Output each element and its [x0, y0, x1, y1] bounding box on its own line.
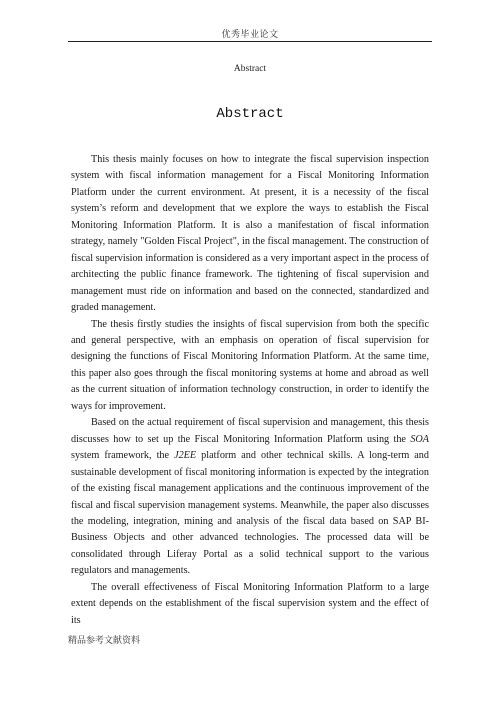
- body-paragraph: [71, 580, 429, 629]
- body-paragraph: [71, 152, 429, 317]
- italic-term: J2EE: [174, 450, 197, 462]
- abstract-body: [71, 152, 429, 629]
- body-paragraph: [71, 317, 429, 416]
- paragraph-text: This thesis mainly focuses on how to integrate the fiscal supervision inspection system with fiscal information management for a Fiscal Monitoring Information Platform under the current environment. At present, it is a necessity of the fiscal system’s reform and development that we explore the ways to establish the Fiscal Monitoring Information Platform. It is also a manifestation of fiscal information strategy, namely "Golden Fiscal Project", in the fiscal management. The construction of fiscal supervision information is considered as a very important aspect in the process of architecting the public finance framework. The tightening of fiscal supervision and management must ride on information and based on the connected, standardized and graded management.: [71, 154, 429, 314]
- page-title: Abstract: [216, 106, 284, 122]
- paragraph-text: system framework, the: [71, 450, 175, 462]
- page-header: 优秀毕业论文: [221, 30, 279, 40]
- body-paragraph: [71, 415, 429, 580]
- running-title: Abstract: [233, 64, 267, 74]
- page-footer: 精品参考文献资料: [68, 636, 141, 646]
- paragraph-text: platform and other technical skills. A long-term and sustainable development of fiscal monitoring information is expected by the integration of the existing fiscal management applications and the continuous improvement of the fiscal and fiscal supervision management systems. Meanwhile, the paper also discusses the modeling, integration, mining and analysis of the fiscal data based on SAP BI-Business Objects and other advanced technologies. The processed data will be consolidated through Liferay Portal as a solid technical support to the various regulators and managements.: [71, 450, 429, 577]
- paragraph-text: The thesis firstly studies the insights of fiscal supervision from both the specific and general perspective, with an emphasis on operation of fiscal supervision for designing the functions of Fiscal Monitoring Information Platform. At the same time, this paper also goes through the fiscal monitoring systems at home and abroad as well as the current situation of information technology construction, in order to identify the ways for improvement.: [71, 318, 429, 412]
- paragraph-text: The overall effectiveness of Fiscal Monitoring Information Platform to a large extent depends on the establishment of the fiscal supervision system and the effect of its: [71, 581, 429, 626]
- italic-term: SOA: [410, 433, 429, 445]
- header-divider: [68, 41, 432, 42]
- paragraph-text: Based on the actual requirement of fiscal supervision and management, this thesis discusses how to set up the Fiscal Monitoring Information Platform using the: [71, 417, 429, 445]
